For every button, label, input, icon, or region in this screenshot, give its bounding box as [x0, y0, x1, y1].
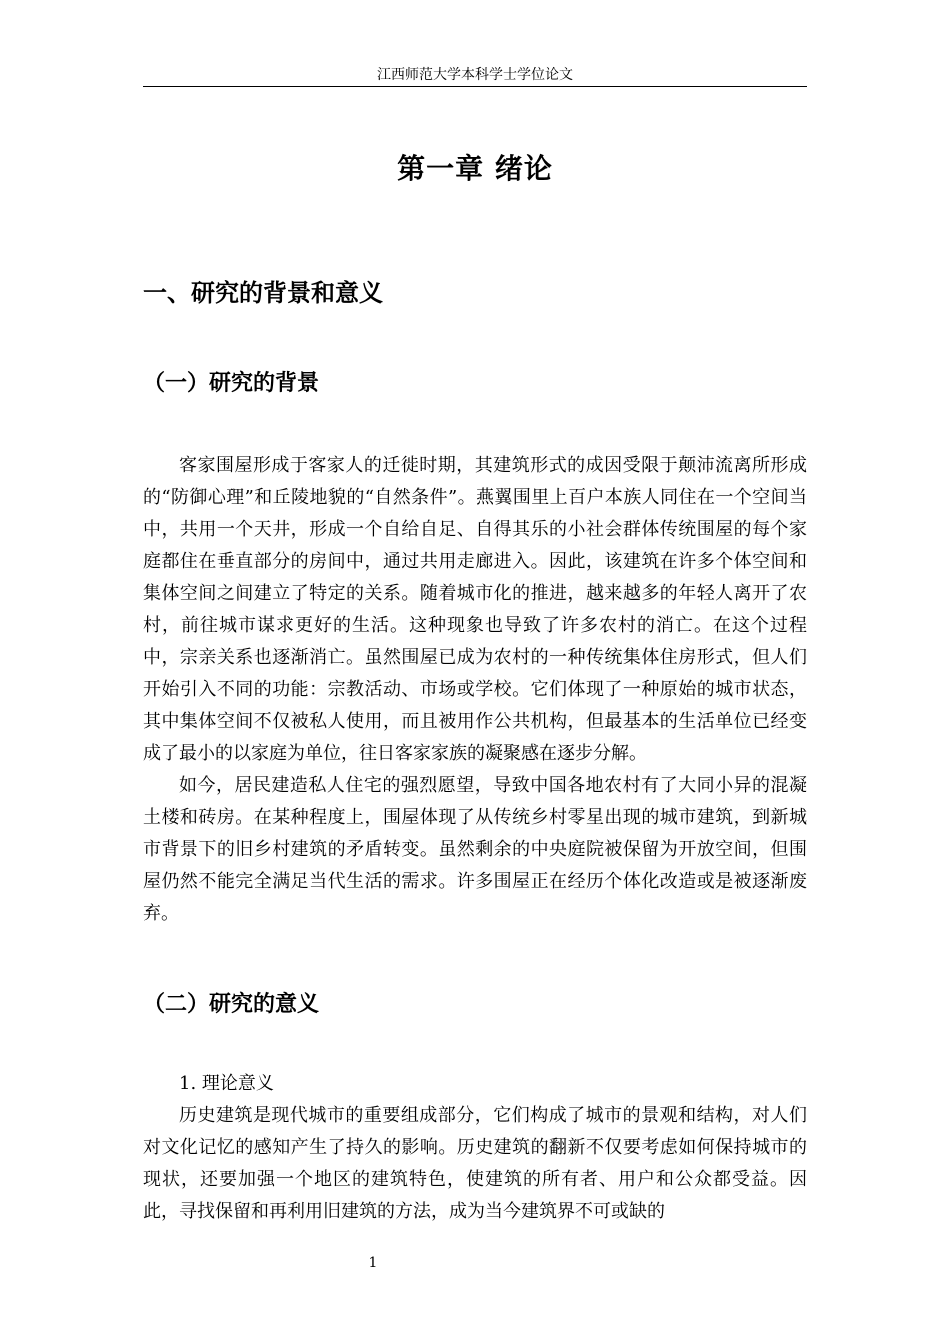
chapter-title: 第一章 绪论 [397, 152, 553, 185]
background-paragraph-2: 如今，居民建造私人住宅的强烈愿望，导致中国各地农村有了大同小异的混凝土楼和砖房。在某种程度上，围屋体现了从传统乡村零星出现的城市建筑，到新城市背景下的旧乡村建筑的矛盾转变。虽然剩余的中央庭院被保留为开放空间，但围屋仍然不能完全满足当代生活的需求。许多围屋正在经历个体化改造或是被逐渐废弃。 [143, 775, 807, 924]
item-label-theory: 1. 理论意义 [179, 1073, 274, 1094]
header-rule [143, 86, 807, 87]
section-heading: 一、研究的背景和意义 [143, 279, 383, 307]
background-body [143, 450, 807, 930]
running-header: 江西师范大学本科学士学位论文 [377, 67, 573, 83]
significance-body [143, 1068, 807, 1228]
significance-paragraph-1: 历史建筑是现代城市的重要组成部分，它们构成了城市的景观和结构，对人们对文化记忆的感知产生了持久的影响。历史建筑的翻新不仅要考虑如何保持城市的现状，还要加强一个地区的建筑特色，使建筑的所有者、用户和公众都受益。因此，寻找保留和再利用旧建筑的方法，成为当今建筑界不可或缺的 [143, 1105, 807, 1222]
subsection-heading-background: （一）研究的背景 [143, 371, 320, 396]
subsection-heading-significance: （二）研究的意义 [143, 992, 320, 1017]
background-paragraph-1: 客家围屋形成于客家人的迁徙时期，其建筑形式的成因受限于颠沛流离所形成的“防御心理”和丘陵地貌的“自然条件”。燕翼围里上百户本族人同住在一个空间当中，共用一个天井，形成一个自给自足、自得其乐的小社会群体传统围屋的每个家庭都住在垂直部分的房间中，通过共用走廊进入。因此，该建筑在许多个体空间和集体空间之间建立了特定的关系。随着城市化的推进，越来越多的年轻人离开了农村，前往城市谋求更好的生活。这种现象也导致了许多农村的消亡。在这个过程中，宗亲关系也逐渐消亡。虽然围屋已成为农村的一种传统集体住房形式，但人们开始引入不同的功能：宗教活动、市场或学校。它们体现了一种原始的城市状态，其中集体空间不仅被私人使用，而且被用作公共机构，但最基本的生活单位已经变成了最小的以家庭为单位，往日客家家族的凝聚感在逐步分解。 [143, 455, 807, 764]
page-number: 1 [368, 1255, 378, 1271]
